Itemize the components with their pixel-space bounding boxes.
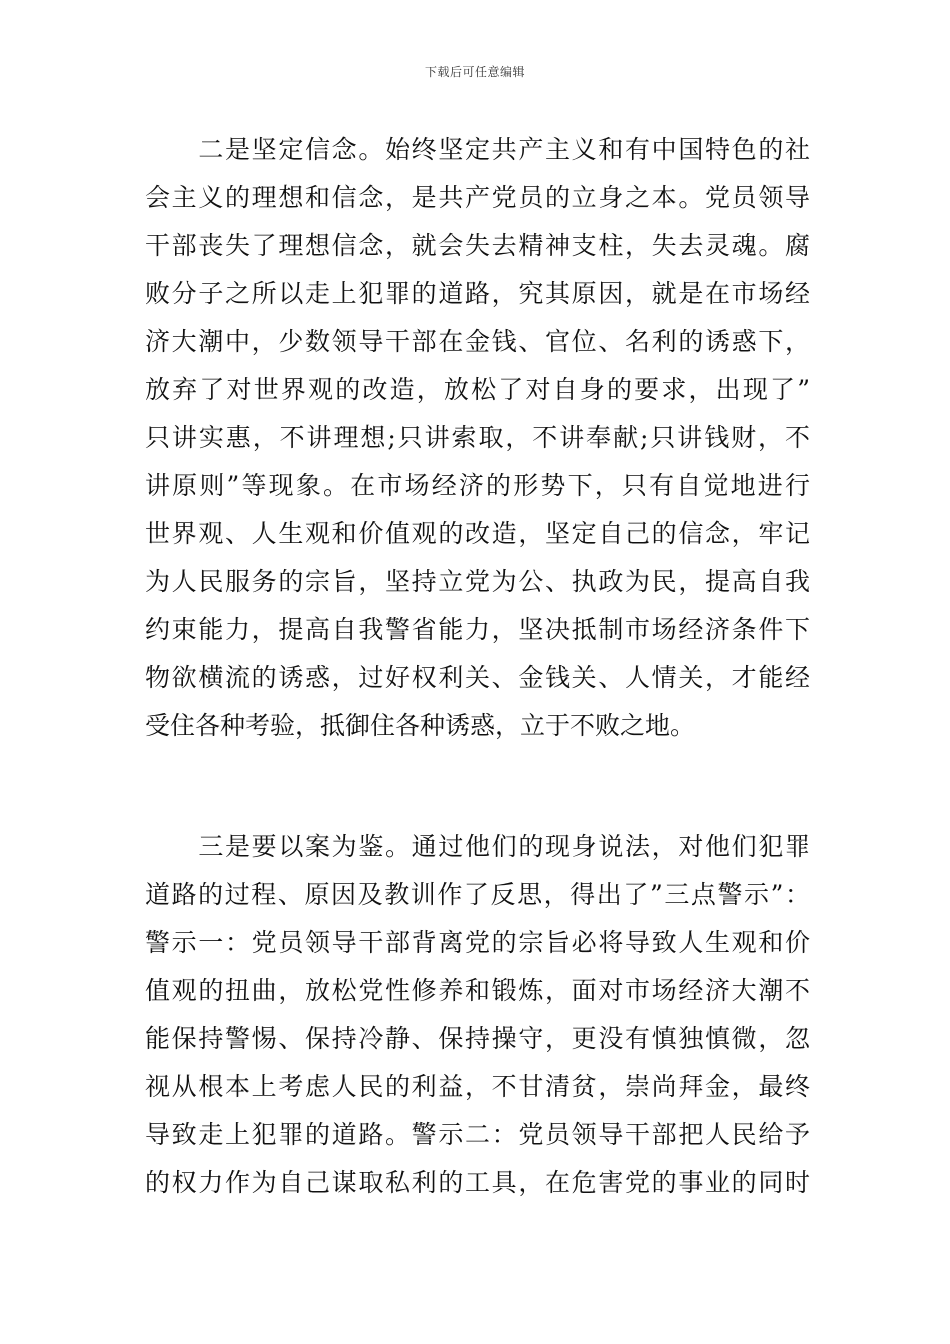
paragraph-line: 受住各种考验，抵御住各种诱惑，立于不败之地。 <box>145 711 696 740</box>
paragraph-line: 能保持警惕、保持冷静、保持操守，更没有慎独慎微，忽 <box>145 1024 810 1053</box>
paragraph-line: 败分子之所以走上犯罪的道路，究其原因，就是在市场经 <box>145 279 810 308</box>
paragraph-line: 值观的扭曲，放松党性修养和锻炼，面对市场经济大潮不 <box>145 976 810 1005</box>
paragraph-line: 干部丧失了理想信念，就会失去精神支柱，失去灵魂。腐 <box>145 231 810 260</box>
paragraph-line: 会主义的理想和信念，是共产党员的立身之本。党员领导 <box>145 183 810 212</box>
paragraph-line: 警示一：党员领导干部背离党的宗旨必将导致人生观和价 <box>145 928 810 957</box>
paragraph-line: 道路的过程、原因及教训作了反思，得出了”三点警示”： <box>145 880 810 909</box>
paragraph-line: 视从根本上考虑人民的利益，不甘清贫，崇尚拜金，最终 <box>145 1072 810 1101</box>
paragraph-line: 约束能力，提高自我警省能力，坚决抵制市场经济条件下 <box>145 615 810 644</box>
paragraph-line: 世界观、人生观和价值观的改造，坚定自己的信念，牢记 <box>145 519 810 548</box>
paragraph-line: 三是要以案为鉴。通过他们的现身说法，对他们犯罪 <box>145 832 810 861</box>
paragraph-line: 物欲横流的诱惑，过好权利关、金钱关、人情关，才能经 <box>145 663 810 692</box>
paragraph-line: 二是坚定信念。始终坚定共产主义和有中国特色的社 <box>145 135 810 164</box>
paragraph-line: 导致走上犯罪的道路。警示二：党员领导干部把人民给予 <box>145 1120 810 1149</box>
paragraph-line: 的权力作为自己谋取私利的工具，在危害党的事业的同时 <box>145 1168 810 1197</box>
paragraph-firm-belief <box>145 126 810 750</box>
paragraph-line: 讲原则”等现象。在市场经济的形势下，只有自觉地进行 <box>145 471 810 500</box>
paragraph-line: 为人民服务的宗旨，坚持立党为公、执政为民，提高自我 <box>145 567 810 596</box>
paragraph-line: 放弃了对世界观的改造，放松了对自身的要求，出现了” <box>145 375 810 404</box>
paragraph-line: 济大潮中，少数领导干部在金钱、官位、名利的诱惑下， <box>145 327 810 356</box>
paragraph-lessons-learned <box>145 823 810 1207</box>
page-header: 下载后可任意编辑 <box>424 65 525 79</box>
paragraph-line: 只讲实惠，不讲理想;只讲索取，不讲奉献;只讲钱财，不 <box>145 423 810 452</box>
